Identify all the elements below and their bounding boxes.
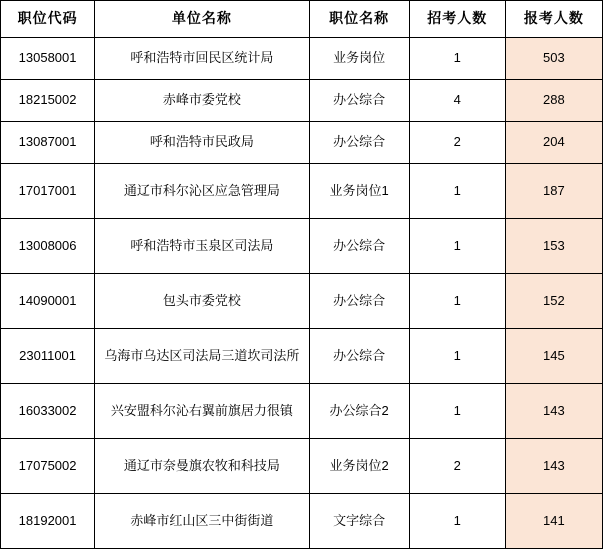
table-row (1, 274, 603, 329)
cell-unit: 包头市委党校 (95, 274, 309, 329)
cell-apply-count: 141 (505, 494, 602, 549)
cell-hire-count: 2 (409, 439, 505, 494)
cell-code: 23011001 (1, 329, 95, 384)
cell-code: 13087001 (1, 122, 95, 164)
table-row (1, 439, 603, 494)
cell-apply-count: 204 (505, 122, 602, 164)
cell-post: 办公综合2 (309, 384, 409, 439)
cell-hire-count: 1 (409, 164, 505, 219)
column-header-code: 职位代码 (1, 1, 95, 38)
cell-post: 业务岗位 (309, 38, 409, 80)
column-header-post: 职位名称 (309, 1, 409, 38)
cell-unit: 通辽市奈曼旗农牧和科技局 (95, 439, 309, 494)
column-header-hire-count: 招考人数 (409, 1, 505, 38)
cell-code: 18215002 (1, 80, 95, 122)
cell-post: 业务岗位1 (309, 164, 409, 219)
cell-code: 17017001 (1, 164, 95, 219)
cell-post: 办公综合 (309, 219, 409, 274)
cell-hire-count: 1 (409, 274, 505, 329)
cell-unit: 乌海市乌达区司法局三道坎司法所 (95, 329, 309, 384)
cell-apply-count: 143 (505, 384, 602, 439)
table-row (1, 164, 603, 219)
cell-hire-count: 1 (409, 384, 505, 439)
table-row (1, 219, 603, 274)
table-body (1, 38, 603, 549)
cell-unit: 呼和浩特市回民区统计局 (95, 38, 309, 80)
table-row (1, 122, 603, 164)
table-row (1, 80, 603, 122)
cell-unit: 赤峰市委党校 (95, 80, 309, 122)
cell-unit: 呼和浩特市民政局 (95, 122, 309, 164)
cell-post: 办公综合 (309, 122, 409, 164)
cell-hire-count: 4 (409, 80, 505, 122)
cell-apply-count: 288 (505, 80, 602, 122)
cell-hire-count: 1 (409, 329, 505, 384)
cell-code: 14090001 (1, 274, 95, 329)
cell-post: 办公综合 (309, 329, 409, 384)
cell-hire-count: 2 (409, 122, 505, 164)
cell-apply-count: 145 (505, 329, 602, 384)
cell-post: 业务岗位2 (309, 439, 409, 494)
cell-code: 18192001 (1, 494, 95, 549)
column-header-apply-count: 报考人数 (505, 1, 602, 38)
table-row (1, 494, 603, 549)
column-header-unit: 单位名称 (95, 1, 309, 38)
cell-apply-count: 152 (505, 274, 602, 329)
cell-unit: 呼和浩特市玉泉区司法局 (95, 219, 309, 274)
cell-unit: 兴安盟科尔沁右翼前旗居力很镇 (95, 384, 309, 439)
cell-post: 办公综合 (309, 80, 409, 122)
cell-hire-count: 1 (409, 494, 505, 549)
cell-code: 17075002 (1, 439, 95, 494)
cell-code: 13058001 (1, 38, 95, 80)
cell-hire-count: 1 (409, 38, 505, 80)
cell-unit: 赤峰市红山区三中街街道 (95, 494, 309, 549)
table-header-row (1, 1, 603, 38)
cell-post: 办公综合 (309, 274, 409, 329)
table-row (1, 329, 603, 384)
cell-post: 文字综合 (309, 494, 409, 549)
cell-apply-count: 187 (505, 164, 602, 219)
table-header (1, 1, 603, 38)
cell-code: 16033002 (1, 384, 95, 439)
table-row (1, 384, 603, 439)
cell-apply-count: 143 (505, 439, 602, 494)
cell-code: 13008006 (1, 219, 95, 274)
cell-unit: 通辽市科尔沁区应急管理局 (95, 164, 309, 219)
cell-hire-count: 1 (409, 219, 505, 274)
table-row (1, 38, 603, 80)
cell-apply-count: 503 (505, 38, 602, 80)
cell-apply-count: 153 (505, 219, 602, 274)
